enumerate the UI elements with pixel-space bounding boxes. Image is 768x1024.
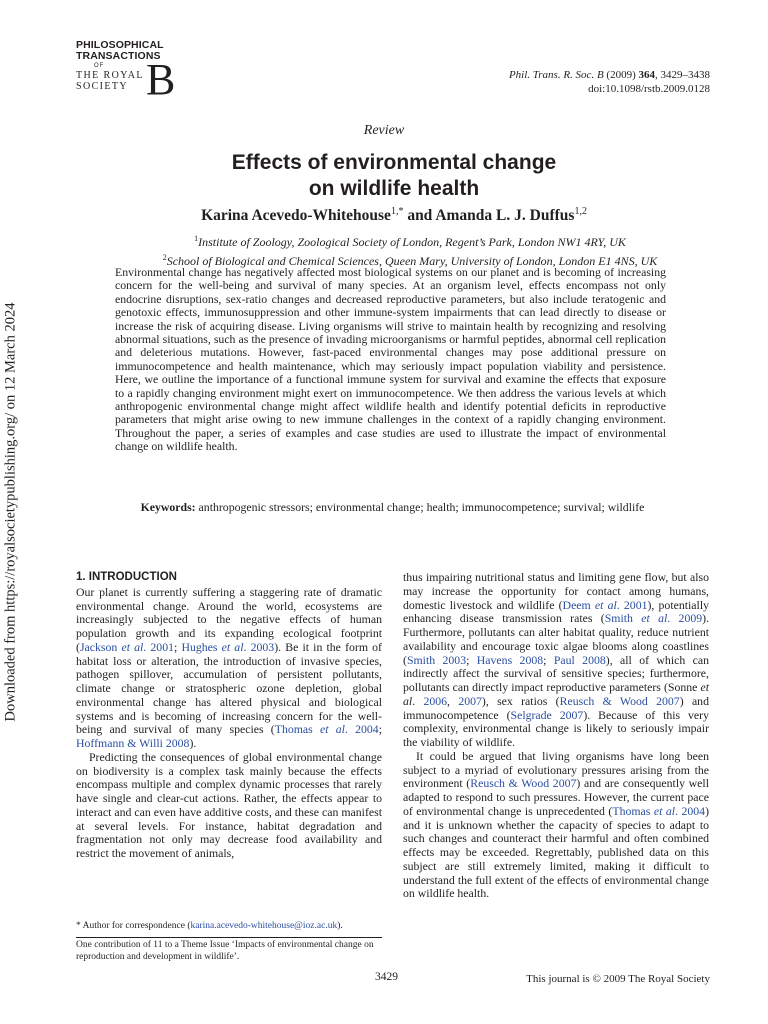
citation-link[interactable]: Smith bbox=[604, 611, 642, 626]
doi[interactable]: doi:10.1098/rstb.2009.0128 bbox=[588, 83, 710, 95]
theme-issue-footnote: One contribution of 11 to a Theme Issue ‘Impacts of environmental change on reproduction and development in wildlife’. bbox=[76, 940, 374, 962]
citation-link[interactable]: Reusch & Wood 2007 bbox=[470, 776, 577, 791]
journal-volume: 364 bbox=[638, 69, 655, 81]
citation-link[interactable]: Deem bbox=[562, 597, 595, 612]
citation-link[interactable]: Paul 2008 bbox=[553, 652, 606, 667]
citation-link[interactable]: Selgrade 2007 bbox=[510, 707, 584, 722]
affiliations bbox=[110, 231, 710, 269]
author-2: Amanda L. J. Duffus bbox=[435, 207, 575, 225]
citation-link[interactable]: . 2003 bbox=[243, 639, 275, 654]
citation-link[interactable]: 2007 bbox=[458, 693, 482, 708]
intro-paragraph-2: Predicting the consequences of global environmental change on biodiversity is a complex task mainly because the effects encompass multiple and complex dynamic processes that rarely have single and clear-cut actions. Rather, the effects appear to interact and can even have additive costs, and these can manifest at several levels. For instance, habitat degradation and fragmentation not only may decrease food availability and restrict the movement of animals, bbox=[76, 749, 382, 860]
article-title bbox=[0, 150, 768, 202]
citation-link[interactable]: 2006 bbox=[423, 693, 448, 708]
download-notice bbox=[2, 302, 20, 722]
page-number: 3429 bbox=[375, 971, 398, 983]
citation-link[interactable]: et al bbox=[653, 803, 676, 818]
journal-citation bbox=[380, 68, 710, 96]
citation-link[interactable]: . 2001 bbox=[616, 597, 648, 612]
author-list bbox=[0, 206, 768, 225]
citation-link[interactable]: et al bbox=[121, 639, 144, 654]
abstract: Environmental change has negatively affected most biological systems on our planet and is becoming of increasing concern for the well-being and survival of many species. At an organism level, effects encompass not only endocrine disruptions, sex-ratio changes and decreased reproductive parameters, but also include teratogenic and genotoxic effects, immunosuppression and other immune-system impairments that can lead directly to disease or increase the risk of acquiring disease. Living organisms will strive to maintain health by recognizing and resolving abnormal situations, such as the presence of invading microorganisms or harmful peptides, abnormal cell replication and deleterious mutations. However, fast-paced environmental changes may pose additional pressure on immunocompetence and health maintenance, which may seriously impact population viability and persistence. Here, we outline the importance of a functional immune system for survival and examine the effects that exposure to a rapidly changing environment might exert on immunocompetence. We then address the various levels at which anthropogenic environmental change might affect wildlife health and identify potential deficits in reproductive parameters that might arise owing to new immune challenges in the context of a rapidly changing environment. Throughout the paper, a series of examples and case studies are used to illustrate the impact of environmental change on wildlife health. bbox=[115, 265, 666, 454]
column-right bbox=[403, 571, 709, 901]
citation-link[interactable]: et al bbox=[594, 597, 617, 612]
copyright-notice: This journal is © 2009 The Royal Society bbox=[526, 973, 710, 985]
title-line-1: Effects of environmental change bbox=[231, 151, 557, 174]
logo-line-the-royal: THE ROYAL bbox=[76, 70, 144, 81]
citation-link[interactable]: Smith 2003 bbox=[406, 652, 467, 667]
column-left bbox=[76, 571, 382, 861]
keywords-text: anthropogenic stressors; environmental change; health; immunocompetence; survival; wildlife bbox=[195, 500, 645, 514]
correspondence-footnote: * Author for correspondence (karina.acevedo-whitehouse@ioz.ac.uk). bbox=[76, 921, 343, 931]
author-1-affiliation: 1,* bbox=[390, 206, 404, 217]
logo-line-of: OF bbox=[94, 63, 105, 69]
citation-link[interactable]: Thomas bbox=[274, 722, 320, 737]
journal-pages: , 3429–3438 bbox=[655, 69, 710, 81]
citation-link[interactable]: . 2004 bbox=[344, 722, 379, 737]
author-2-affiliation: 1,2 bbox=[574, 206, 587, 217]
logo-line-philosophical: PHILOSOPHICAL bbox=[76, 39, 164, 51]
royal-society-logo bbox=[76, 39, 186, 104]
download-notice-text: Downloaded from https://royalsocietypublishing.org/ on 12 March 2024 bbox=[2, 302, 19, 722]
logo-letter-b: B bbox=[146, 55, 176, 104]
section-heading: 1. INTRODUCTION bbox=[76, 571, 177, 583]
keywords bbox=[140, 500, 645, 514]
keywords-label: Keywords: bbox=[140, 500, 196, 514]
citation-link[interactable]: . 2001 bbox=[143, 639, 174, 654]
logo-line-transactions: TRANSACTIONS bbox=[76, 50, 161, 62]
citation-link[interactable]: et al bbox=[221, 639, 244, 654]
affiliation-2: $^2$School of Biological and Chemical Sciences, Queen Mary, University of London, London E1 4NS, UK bbox=[162, 253, 658, 268]
author-and: and bbox=[403, 207, 436, 225]
correspondence-email-link[interactable]: karina.acevedo-whitehouse@ioz.ac.uk bbox=[190, 921, 338, 931]
italic-text: et al bbox=[403, 680, 709, 708]
article-type: Review bbox=[363, 123, 405, 138]
citation-link[interactable]: . 2009 bbox=[667, 611, 703, 626]
intro-paragraph-4: It could be argued that living organisms have long been subject to a myriad of evolutionary pressures arising from the environment (Reusch & Wood 2007) and are consequently well adapted to respond to such pressures. However, the current pace of environmental change is unprecedented (Thomas et al. 2004) and it is unknown whether the capacity of species to adapt to such changes and counteract their harmful and often combined effects may be exceeded. Regrettably, published data on this subject are still extremely limited, making it difficult to understand the full extent of the effects of environmental change on wildlife health. bbox=[403, 748, 710, 901]
footnote-divider bbox=[76, 937, 382, 938]
citation-link[interactable]: Hoffmann & Willi 2008 bbox=[76, 736, 190, 750]
intro-paragraph-1: Our planet is currently suffering a staggering rate of dramatic environmental change. Around the world, ecosystems are increasingly subjected to the negative effects of human population growth and its expanding ecological footprint (Jackson et al. 2001; Hughes et al. 2003). Be it in the form of habitat loss or alteration, the introduction of invasive species, pathogen spillover, accumulation of persistent pollutants, climate change or stratospheric ozone depletion, global environmental change has altered physical and biological systems and is becoming of increasing concern for the well-being and survival of many species (Thomas et al. 2004; Hoffmann & Willi 2008). bbox=[76, 584, 382, 750]
title-line-2: on wildlife health bbox=[308, 177, 480, 200]
intro-paragraph-3: thus impairing nutritional status and limiting gene flow, but also may increase the opportunity for contact among humans, domestic livestock and wildlife (Deem et al. 2001), potentially enhancing disease transmission rates (Smith et al. 2009). Furthermore, pollutants can alter habitat quality, reduce nutrient availability and encourage toxic algae blooms along coastlines (Smith 2003; Havens 2008; Paul 2008), all of which can indirectly affect the survival of sensitive species; furthermore, pollutants can directly impact reproductive parameters (Sonne et al. 2006, 2007), sex ratios (Reusch & Wood 2007) and immunocompetence (Selgrade 2007). Because of this very complexity, environmental change is likely to seriously impair the viability of wildlife. bbox=[403, 570, 710, 749]
citation-link[interactable]: Thomas bbox=[612, 803, 654, 818]
citation-link[interactable]: et al bbox=[641, 611, 668, 626]
logo-line-society: SOCIETY bbox=[76, 81, 129, 92]
affiliation-1: $^1$Institute of Zoology, Zoological Society of London, Regent’s Park, London NW1 4RY, UK bbox=[194, 234, 626, 249]
citation-link[interactable]: et al bbox=[319, 722, 345, 737]
citation-link[interactable]: Jackson bbox=[79, 639, 122, 654]
citation-link[interactable]: Havens 2008 bbox=[476, 652, 544, 667]
journal-name: Phil. Trans. R. Soc. B bbox=[508, 69, 604, 81]
journal-year: (2009) bbox=[606, 69, 636, 81]
author-1: Karina Acevedo-Whitehouse bbox=[201, 207, 391, 225]
citation-link[interactable]: Reusch & Wood 2007 bbox=[559, 693, 680, 708]
citation-link[interactable]: . 2004 bbox=[675, 803, 706, 818]
citation-link[interactable]: Hughes bbox=[181, 639, 222, 654]
